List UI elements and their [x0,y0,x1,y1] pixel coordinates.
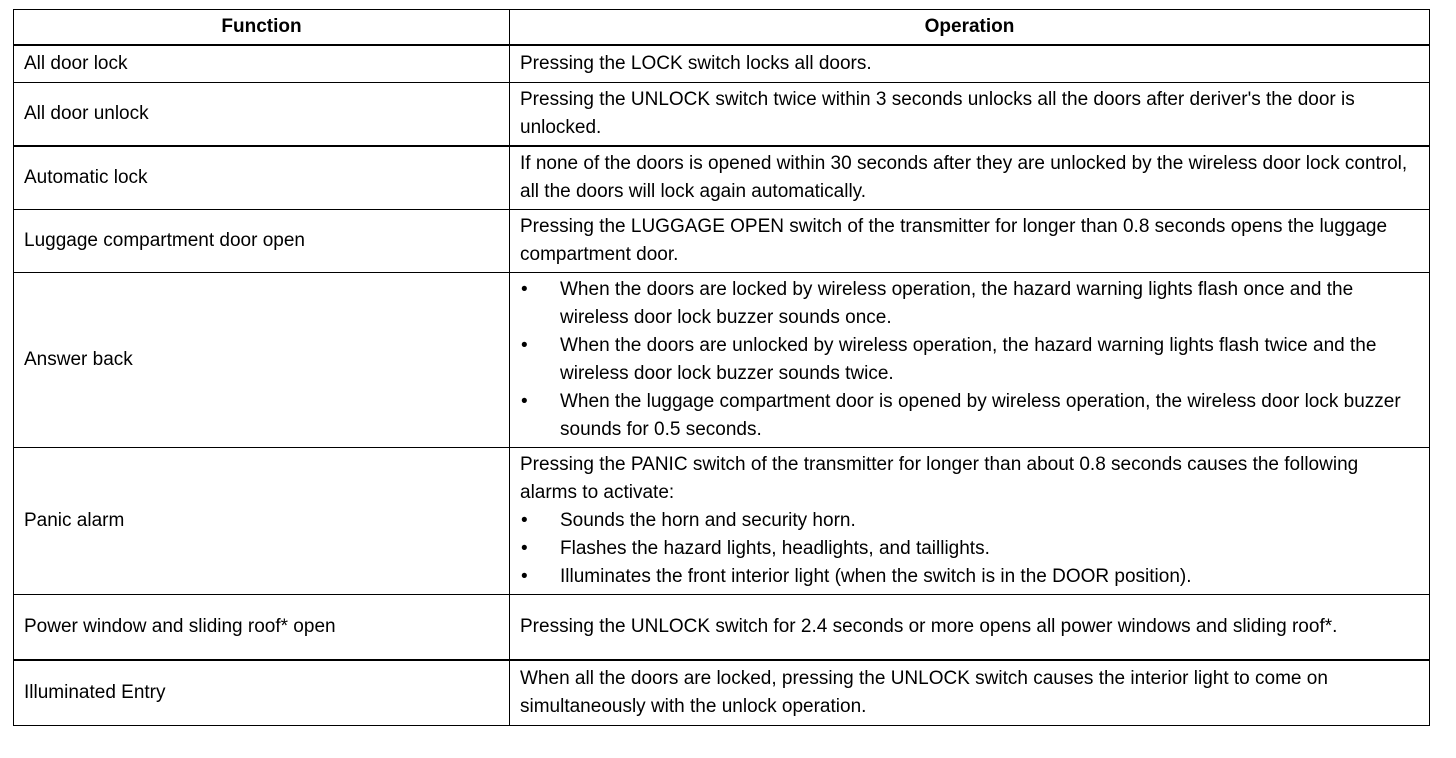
bullet-item [520,332,1417,388]
bullet-dot: • [521,391,528,412]
operation-cell: Pressing the LUGGAGE OPEN switch of the transmitter for longer than 0.8 seconds opens the luggage compartment door. [510,210,1430,273]
operation-cell: If none of the doors is opened within 30 seconds after they are unlocked by the wireless door lock control, all the doors will lock again automatically. [510,146,1430,210]
operation-cell: When all the doors are locked, pressing the UNLOCK switch causes the interior light to come on simultaneously with the unlock operation. [510,660,1430,726]
table-row [14,210,1430,273]
bullet-dot: • [521,538,528,559]
operation-cell [510,273,1430,448]
bullet-text: Flashes the hazard lights, headlights, and taillights. [560,538,990,559]
table-row [14,660,1430,726]
bullet-item [520,388,1417,444]
bullet-item [520,535,1417,563]
panic-alarm-bullet-list [520,507,1417,591]
table-row [14,448,1430,595]
function-cell: Answer back [14,273,510,448]
table-row [14,595,1430,661]
bullet-item [520,276,1417,332]
function-cell: Power window and sliding roof* open [14,595,510,661]
answer-back-bullet-list [520,276,1417,444]
function-operation-table [13,9,1430,726]
table-row [14,273,1430,448]
function-cell: Luggage compartment door open [14,210,510,273]
operation-cell: Pressing the UNLOCK switch for 2.4 seconds or more opens all power windows and sliding roof*. [510,595,1430,661]
bullet-text: Sounds the horn and security horn. [560,510,856,531]
bullet-dot: • [521,335,528,356]
bullet-dot: • [521,279,528,300]
bullet-item [520,563,1417,591]
table-row [14,45,1430,83]
header-operation: Operation [510,10,1430,46]
operation-intro-text: Pressing the PANIC switch of the transmitter for longer than about 0.8 seconds causes the following alarms to activate: [520,454,1359,503]
function-cell: All door unlock [14,83,510,147]
function-cell: All door lock [14,45,510,83]
table-header-row [14,10,1430,46]
bullet-text: When the doors are locked by wireless operation, the hazard warning lights flash once and the wireless door lock buzzer sounds once. [560,279,1354,328]
bullet-text: When the doors are unlocked by wireless operation, the hazard warning lights flash twice and the wireless door lock buzzer sounds twice. [560,335,1377,384]
function-cell: Automatic lock [14,146,510,210]
bullet-text: Illuminates the front interior light (when the switch is in the DOOR position). [560,566,1192,587]
bullet-text: When the luggage compartment door is opened by wireless operation, the wireless door lock buzzer sounds for 0.5 seconds. [560,391,1401,440]
operation-cell [510,448,1430,595]
bullet-item [520,507,1417,535]
table-row [14,83,1430,147]
operation-cell: Pressing the UNLOCK switch twice within 3 seconds unlocks all the doors after deriver's the door is unlocked. [510,83,1430,147]
operation-cell: Pressing the LOCK switch locks all doors. [510,45,1430,83]
bullet-dot: • [521,566,528,587]
function-cell: Panic alarm [14,448,510,595]
header-function: Function [14,10,510,46]
function-cell: Illuminated Entry [14,660,510,726]
table-row [14,146,1430,210]
bullet-dot: • [521,510,528,531]
